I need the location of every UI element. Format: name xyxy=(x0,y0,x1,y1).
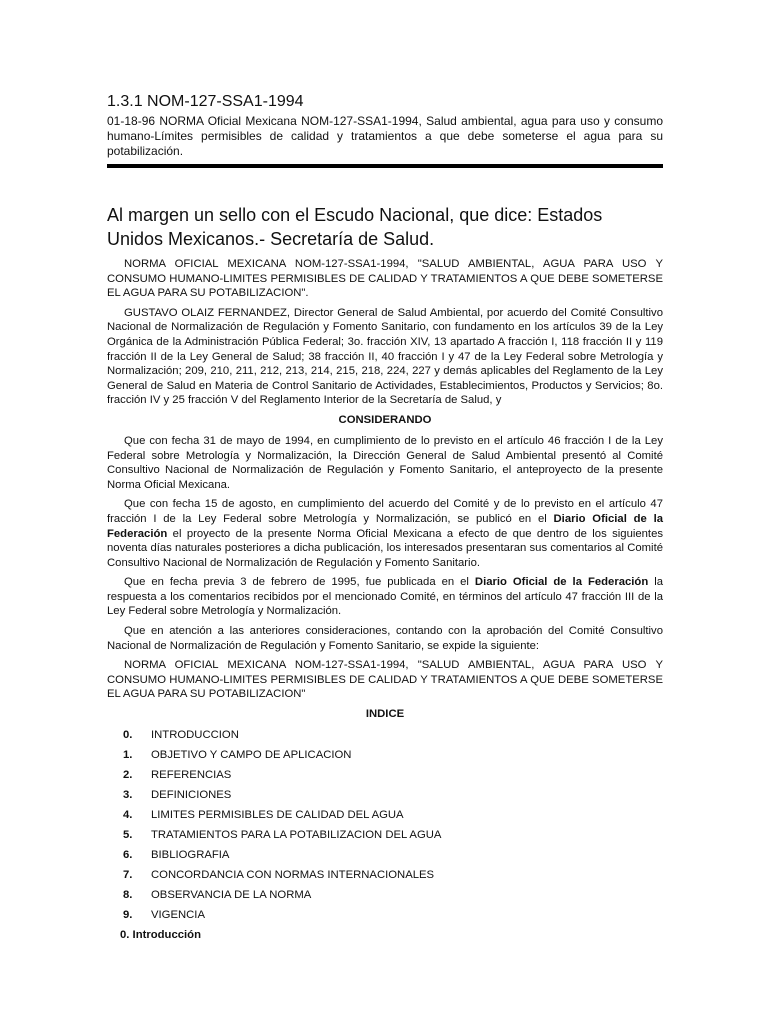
index-list xyxy=(107,728,663,928)
index-item: 9. VIGENCIA xyxy=(123,909,205,922)
header-description: 01-18-96 NORMA Oficial Mexicana NOM-127-SSA1-1994, Salud ambiental, agua para uso y consumo humano-Límites permisibles de calidad y tratamientos a que debe someterse el agua para su potabilización. xyxy=(107,114,663,158)
introduccion-heading: 0. Introducción xyxy=(120,929,201,942)
document-page xyxy=(107,92,663,942)
signatory-paragraph: GUSTAVO OLAIZ FERNANDEZ, Director General de Salud Ambiental, por acuerdo del Comité Consultivo Nacional de Normalización de Regulación y Fomento Sanitario, con fundamento en los artículos 39 de la Ley Orgánica de la Administración Pública Federal; 3o. fracción XIV, 13 apartado A fracción I, 118 fracción II y 119 fracción II de la Ley General de Salud; 38 fracción II, 40 fracción I y 47 de la Ley Federal sobre Metrología y Normalización; 209, 210, 211, 212, 213, 214, 215, 218, 224, 227 y demás aplicables del Reglamento de la Ley General de Salud en Materia de Control Sanitario de Actividades, Establecimientos, Productos y Servicios; 8o. fracción IV y 25 fracción V del Reglamento Interior de la Secretaría de Salud, y xyxy=(107,306,663,407)
index-item: 7. CONCORDANCIA CON NORMAS INTERNACIONALES xyxy=(123,869,435,882)
index-item: 3. DEFINICIONES xyxy=(123,789,232,802)
index-item: 6. BIBLIOGRAFIA xyxy=(123,849,230,862)
considerando-paragraph-1: Que con fecha 31 de mayo de 1994, en cumplimiento de lo previsto en el artículo 46 fracción I de la Ley Federal sobre Metrología y Normalización, la Dirección General de Salud Ambiental presentó al Comité Consultivo Nacional de Normalización de Regulación y Fomento Sanitario, el anteproyecto de la presente Norma Oficial Mexicana. xyxy=(107,434,663,491)
considerando-paragraph-3: Que en fecha previa 3 de febrero de 1995, fue publicada en el Diario Oficial de la Federación la respuesta a los comentarios recibidos por el mencionado Comité, en términos del artículo 47 fracción III de la Ley Federal sobre Metrología y Normalización. xyxy=(107,576,664,618)
considerando-heading: CONSIDERANDO xyxy=(338,413,432,426)
index-item: 0. INTRODUCCION xyxy=(123,729,239,742)
index-item: 4. LIMITES PERMISIBLES DE CALIDAD DEL AGUA xyxy=(123,809,404,822)
considerando-paragraph-2: Que con fecha 15 de agosto, en cumplimiento del acuerdo del Comité y de lo previsto en el artículo 47 fracción I de la Ley Federal sobre Metrología y Normalización, se publicó en el Diario Oficial de la Federación el proyecto de la presente Norma Oficial Mexicana a efecto de que dentro de los siguientes noventa días naturales posteriores a dicha publicación, los interesados presentaran sus comentarios al Comité Consultivo Nacional de Normalización de Regulación y Fomento Sanitario. xyxy=(107,498,663,569)
diario-oficial-bold: Diario Oficial de la Federación xyxy=(107,512,663,540)
seal-heading: Al margen un sello con el Escudo Nacional, que dice: Estados Unidos Mexicanos.- Secretaría de Salud. xyxy=(107,205,603,249)
diario-oficial-bold: Diario Oficial de la Federación xyxy=(474,576,649,589)
section-number-title: 1.3.1 NOM-127-SSA1-1994 xyxy=(107,93,304,110)
index-item: 2. REFERENCIAS xyxy=(123,769,232,782)
considerando-paragraph-5: NORMA OFICIAL MEXICANA NOM-127-SSA1-1994, "SALUD AMBIENTAL, AGUA PARA USO Y CONSUMO HUMANO-LIMITES PERMISIBLES DE CALIDAD Y TRATAMIENTOS A QUE DEBE SOMETERSE EL AGUA PARA SU POTABILIZACION" xyxy=(107,659,663,701)
index-item: 1. OBJETIVO Y CAMPO DE APLICACION xyxy=(123,749,352,762)
index-item: 5. TRATAMIENTOS PARA LA POTABILIZACION DEL AGUA xyxy=(123,829,442,842)
norma-title-paragraph: NORMA OFICIAL MEXICANA NOM-127-SSA1-1994, "SALUD AMBIENTAL, AGUA PARA USO Y CONSUMO HUMANO-LIMITES PERMISIBLES DE CALIDAD Y TRATAMIENTOS A QUE DEBE SOMETERSE EL AGUA PARA SU POTABILIZACION". xyxy=(107,258,663,300)
considerando-paragraph-4: Que en atención a las anteriores consideraciones, contando con la aprobación del Comité Consultivo Nacional de Normalización de Regulación y Fomento Sanitario, se expide la siguiente: xyxy=(107,625,663,652)
index-item: 8. OBSERVANCIA DE LA NORMA xyxy=(123,889,312,902)
header-divider xyxy=(107,164,663,168)
indice-heading: INDICE xyxy=(365,708,405,721)
